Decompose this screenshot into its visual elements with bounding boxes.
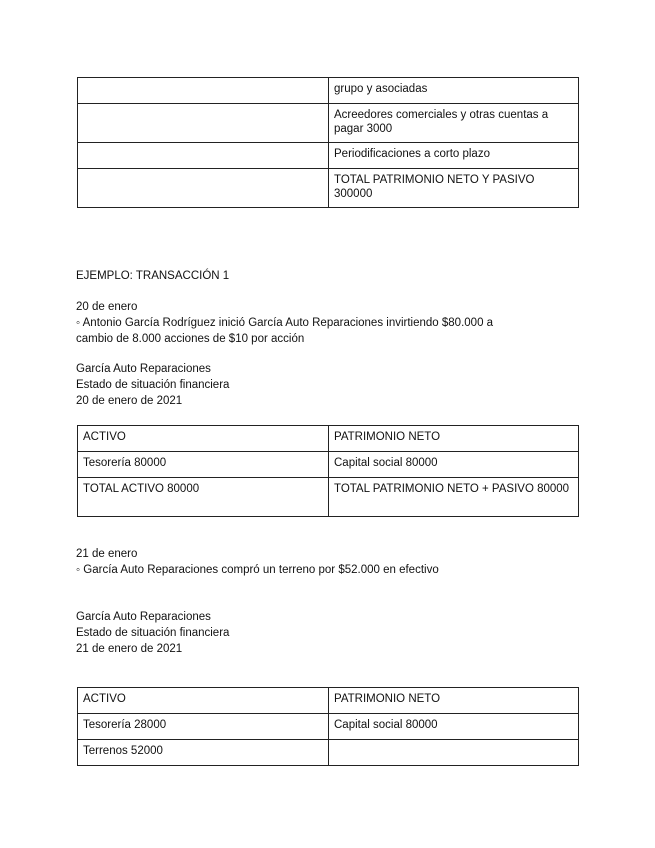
statement-title: Estado de situación financiera xyxy=(76,379,230,391)
transaction-date: 21 de enero xyxy=(76,548,138,560)
table-cell: TOTAL ACTIVO 80000 xyxy=(78,478,329,517)
table-row xyxy=(78,452,579,478)
table-cell xyxy=(78,143,329,169)
table-cell: grupo y asociadas xyxy=(329,78,579,104)
table-cell: Tesorería 80000 xyxy=(78,452,329,478)
table-cell: TOTAL PATRIMONIO NETO + PASIVO 80000 xyxy=(329,478,579,517)
table-header-cell: PATRIMONIO NETO xyxy=(329,426,579,452)
table-cell: Tesorería 28000 xyxy=(78,714,329,740)
statement-header-2 xyxy=(76,609,229,657)
table-cell: Terrenos 52000 xyxy=(78,740,329,766)
balance-table-2 xyxy=(77,687,579,766)
table-row xyxy=(78,688,579,714)
table-cell: Capital social 80000 xyxy=(329,452,579,478)
table-row xyxy=(78,714,579,740)
transaction-text: cambio de 8.000 acciones de $10 por acción xyxy=(76,333,305,345)
transaction-text: ◦ Antonio García Rodríguez inició García Auto Reparaciones invirtiendo $80.000 a xyxy=(76,317,494,329)
balance-continuation-table xyxy=(77,77,579,208)
statement-date: 21 de enero de 2021 xyxy=(76,643,183,655)
table-row xyxy=(78,78,579,104)
statement-header-1 xyxy=(76,361,229,409)
statement-date: 20 de enero de 2021 xyxy=(76,395,183,407)
company-name: García Auto Reparaciones xyxy=(76,363,211,375)
table-row xyxy=(78,169,579,208)
table-row xyxy=(78,740,579,766)
table-cell: TOTAL PATRIMONIO NETO Y PASIVO 300000 xyxy=(329,169,579,208)
balance-table-1 xyxy=(77,425,579,517)
table-cell xyxy=(329,740,579,766)
transaction-date: 20 de enero xyxy=(76,301,138,313)
table-row xyxy=(78,143,579,169)
example-title: EJEMPLO: TRANSACCIÓN 1 xyxy=(76,270,230,282)
table-row xyxy=(78,104,579,143)
table-cell: Capital social 80000 xyxy=(329,714,579,740)
table-header-cell: ACTIVO xyxy=(78,688,329,714)
table-header-cell: ACTIVO xyxy=(78,426,329,452)
table-cell xyxy=(78,169,329,208)
transaction-1 xyxy=(76,299,493,347)
table-header-cell: PATRIMONIO NETO xyxy=(329,688,579,714)
transaction-text: ◦ García Auto Reparaciones compró un terreno por $52.000 en efectivo xyxy=(76,564,439,576)
company-name: García Auto Reparaciones xyxy=(76,611,211,623)
table-cell xyxy=(78,78,329,104)
table-cell xyxy=(78,104,329,143)
table-cell: Acreedores comerciales y otras cuentas a pagar 3000 xyxy=(329,104,579,143)
table-row xyxy=(78,426,579,452)
table-row xyxy=(78,478,579,517)
table-cell: Periodificaciones a corto plazo xyxy=(329,143,579,169)
transaction-2 xyxy=(76,546,439,578)
statement-title: Estado de situación financiera xyxy=(76,627,230,639)
